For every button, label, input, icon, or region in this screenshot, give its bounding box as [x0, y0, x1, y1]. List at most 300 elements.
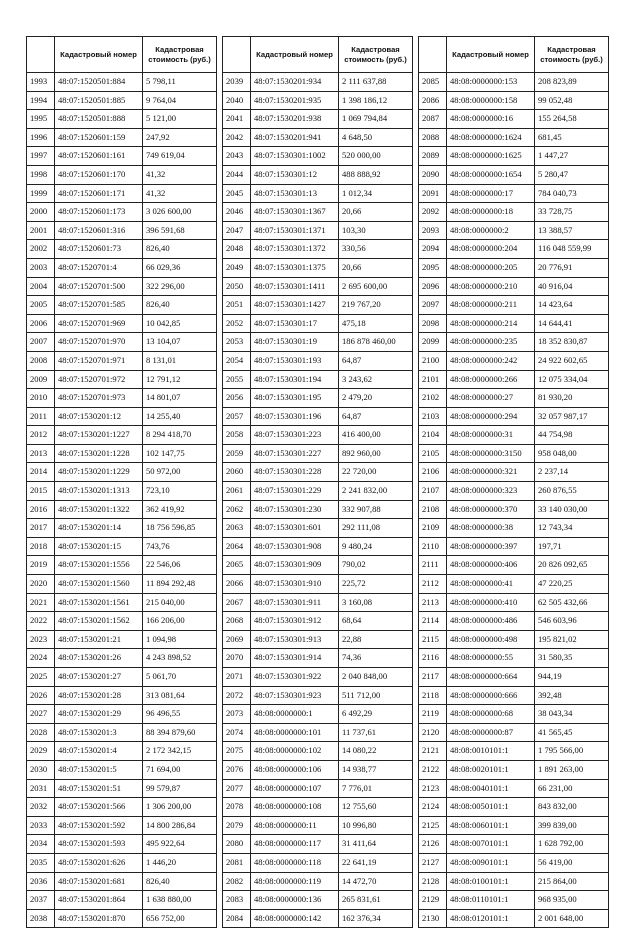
- cadastral-value: 2 172 342,15: [143, 742, 217, 761]
- cadastral-number: 48:07:1530201:938: [251, 110, 339, 129]
- cadastral-number: 48:07:1520601:170: [55, 165, 143, 184]
- table-row: [419, 184, 609, 203]
- table-row: [27, 909, 217, 928]
- table-row: [223, 333, 413, 352]
- cadastral-number: 48:07:1520601:161: [55, 147, 143, 166]
- cadastral-value: 47 220,25: [535, 575, 609, 594]
- table-row: [419, 296, 609, 315]
- row-number: 1994: [27, 91, 55, 110]
- table-row: [223, 258, 413, 277]
- row-number: 2099: [419, 333, 447, 352]
- table-row: [27, 482, 217, 501]
- cadastral-number: 48:08:0000000:370: [447, 500, 535, 519]
- cadastral-number: 48:08:0040101:1: [447, 779, 535, 798]
- table-row: [223, 630, 413, 649]
- row-number: 2004: [27, 277, 55, 296]
- table-row: [223, 537, 413, 556]
- cadastral-number: 48:08:0110101:1: [447, 891, 535, 910]
- cadastral-value: 292 111,08: [339, 519, 413, 538]
- cadastral-value: 546 603,96: [535, 612, 609, 631]
- cadastral-number: 48:07:1530201:1561: [55, 593, 143, 612]
- cadastral-number: 48:07:1520501:885: [55, 91, 143, 110]
- table-row: [419, 333, 609, 352]
- row-number: 2070: [223, 649, 251, 668]
- cadastral-value: 330,56: [339, 240, 413, 259]
- row-number: 2019: [27, 556, 55, 575]
- row-number: 2076: [223, 760, 251, 779]
- table-row: [223, 73, 413, 92]
- row-number: 2050: [223, 277, 251, 296]
- table-row: [223, 835, 413, 854]
- table-row: [223, 147, 413, 166]
- row-number: 2008: [27, 351, 55, 370]
- cadastral-value: 62 505 432,66: [535, 593, 609, 612]
- table-row: [27, 649, 217, 668]
- valuation-table-1: [26, 36, 217, 928]
- cadastral-value: 396 591,68: [143, 221, 217, 240]
- table-row: [419, 798, 609, 817]
- row-number: 2083: [223, 891, 251, 910]
- cadastral-number: 48:07:1520601:159: [55, 128, 143, 147]
- cadastral-number: 48:07:1520501:888: [55, 110, 143, 129]
- cadastral-number: 48:07:1530201:5: [55, 760, 143, 779]
- row-number: 2018: [27, 537, 55, 556]
- cadastral-value: 5 121,00: [143, 110, 217, 129]
- cadastral-value: 116 048 559,99: [535, 240, 609, 259]
- cadastral-number: 48:08:0000000:41: [447, 575, 535, 594]
- table-row: [419, 277, 609, 296]
- cadastral-value: 5 280,47: [535, 165, 609, 184]
- cadastral-number: 48:08:0000000:410: [447, 593, 535, 612]
- row-number: 2115: [419, 630, 447, 649]
- table-row: [223, 891, 413, 910]
- table-row: [419, 426, 609, 445]
- cadastral-number: 48:08:0000000:498: [447, 630, 535, 649]
- cadastral-value: 260 876,55: [535, 482, 609, 501]
- table-row: [419, 593, 609, 612]
- table-row: [419, 742, 609, 761]
- table-row: [419, 519, 609, 538]
- table-row: [419, 370, 609, 389]
- row-number: 2080: [223, 835, 251, 854]
- cadastral-number: 48:07:1530201:1560: [55, 575, 143, 594]
- cadastral-number: 48:07:1530201:1228: [55, 444, 143, 463]
- cadastral-number: 48:08:0000000:1: [251, 705, 339, 724]
- cadastral-value: 14 801,07: [143, 389, 217, 408]
- header-cadastral-number: Кадастровый номер: [251, 37, 339, 73]
- table-row: [27, 853, 217, 872]
- cadastral-number: 48:07:1530301:12: [251, 165, 339, 184]
- row-number: 2017: [27, 519, 55, 538]
- row-number: 2030: [27, 760, 55, 779]
- cadastral-number: 48:07:1530301:923: [251, 686, 339, 705]
- cadastral-value: 50 972,00: [143, 463, 217, 482]
- cadastral-value: 1 638 880,00: [143, 891, 217, 910]
- cadastral-number: 48:07:1530301:1372: [251, 240, 339, 259]
- cadastral-number: 48:08:0000000:55: [447, 649, 535, 668]
- table-row: [419, 128, 609, 147]
- cadastral-value: 18 352 830,87: [535, 333, 609, 352]
- cadastral-number: 48:07:1530301:1371: [251, 221, 339, 240]
- row-number: 2126: [419, 835, 447, 854]
- cadastral-number: 48:08:0060101:1: [447, 816, 535, 835]
- row-number: 2015: [27, 482, 55, 501]
- cadastral-value: 166 206,00: [143, 612, 217, 631]
- table-row: [419, 165, 609, 184]
- table-row: [223, 221, 413, 240]
- row-number: 2054: [223, 351, 251, 370]
- table-row: [27, 407, 217, 426]
- table-row: [27, 147, 217, 166]
- cadastral-number: 48:07:1530201:935: [251, 91, 339, 110]
- cadastral-value: 66 231,00: [535, 779, 609, 798]
- row-number: 2101: [419, 370, 447, 389]
- cadastral-number: 48:07:1530301:194: [251, 370, 339, 389]
- row-number: 2106: [419, 463, 447, 482]
- cadastral-number: 48:07:1530201:1556: [55, 556, 143, 575]
- cadastral-value: 7 776,01: [339, 779, 413, 798]
- cadastral-value: 2 479,20: [339, 389, 413, 408]
- row-number: 2013: [27, 444, 55, 463]
- cadastral-number: 48:07:1530301:601: [251, 519, 339, 538]
- row-number: 2040: [223, 91, 251, 110]
- row-number: 2095: [419, 258, 447, 277]
- row-number: 2093: [419, 221, 447, 240]
- row-number: 2041: [223, 110, 251, 129]
- header-number: [27, 37, 55, 73]
- cadastral-number: 48:08:0020101:1: [447, 760, 535, 779]
- row-number: 2090: [419, 165, 447, 184]
- table-row: [419, 314, 609, 333]
- row-number: 2000: [27, 203, 55, 222]
- cadastral-number: 48:08:0000000:101: [251, 723, 339, 742]
- cadastral-value: 2 237,14: [535, 463, 609, 482]
- cadastral-number: 48:07:1530301:229: [251, 482, 339, 501]
- cadastral-value: 656 752,00: [143, 909, 217, 928]
- cadastral-number: 48:07:1530201:864: [55, 891, 143, 910]
- row-number: 2007: [27, 333, 55, 352]
- row-number: 2111: [419, 556, 447, 575]
- row-number: 2084: [223, 909, 251, 928]
- row-number: 2042: [223, 128, 251, 147]
- table-row: [27, 314, 217, 333]
- cadastral-number: 48:07:1530301:1411: [251, 277, 339, 296]
- table-row: [27, 277, 217, 296]
- table-row: [223, 426, 413, 445]
- row-number: 2125: [419, 816, 447, 835]
- row-number: 2109: [419, 519, 447, 538]
- table-row: [419, 482, 609, 501]
- cadastral-number: 48:08:0000000:664: [447, 668, 535, 687]
- row-number: 2117: [419, 668, 447, 687]
- row-number: 2130: [419, 909, 447, 928]
- cadastral-number: 48:08:0000000:1624: [447, 128, 535, 147]
- cadastral-number: 48:07:1530301:196: [251, 407, 339, 426]
- cadastral-number: 48:07:1530201:1562: [55, 612, 143, 631]
- cadastral-number: 48:07:1520501:884: [55, 73, 143, 92]
- cadastral-value: 41,32: [143, 165, 217, 184]
- cadastral-number: 48:08:0000000:2: [447, 221, 535, 240]
- cadastral-value: 9 764,04: [143, 91, 217, 110]
- cadastral-value: 681,45: [535, 128, 609, 147]
- table-row: [223, 203, 413, 222]
- cadastral-number: 48:07:1530301:17: [251, 314, 339, 333]
- row-number: 2012: [27, 426, 55, 445]
- row-number: 2022: [27, 612, 55, 631]
- table-row: [223, 482, 413, 501]
- cadastral-number: 48:08:0000000:108: [251, 798, 339, 817]
- table-row: [27, 742, 217, 761]
- cadastral-value: 10 996,80: [339, 816, 413, 835]
- table-row: [419, 147, 609, 166]
- cadastral-value: 416 400,00: [339, 426, 413, 445]
- cadastral-number: 48:07:1530201:1229: [55, 463, 143, 482]
- table-row: [419, 705, 609, 724]
- cadastral-value: 1 094,98: [143, 630, 217, 649]
- table-row: [419, 221, 609, 240]
- table-row: [27, 723, 217, 742]
- cadastral-value: 64,87: [339, 351, 413, 370]
- table-row: [223, 668, 413, 687]
- table-row: [419, 816, 609, 835]
- cadastral-number: 48:08:0000000:106: [251, 760, 339, 779]
- row-number: 2058: [223, 426, 251, 445]
- cadastral-value: 790,02: [339, 556, 413, 575]
- cadastral-number: 48:07:1520701:972: [55, 370, 143, 389]
- cadastral-value: 5 798,11: [143, 73, 217, 92]
- table-row: [223, 649, 413, 668]
- cadastral-value: 1 398 186,12: [339, 91, 413, 110]
- cadastral-number: 48:07:1520701:585: [55, 296, 143, 315]
- table-row: [223, 556, 413, 575]
- cadastral-number: 48:07:1530301:19: [251, 333, 339, 352]
- row-number: 2119: [419, 705, 447, 724]
- cadastral-number: 48:08:0000000:204: [447, 240, 535, 259]
- row-number: 2068: [223, 612, 251, 631]
- header-cadastral-value: Кадастровая стоимость (руб.): [535, 37, 609, 73]
- cadastral-number: 48:07:1520601:171: [55, 184, 143, 203]
- cadastral-value: 1 446,20: [143, 853, 217, 872]
- table-row: [27, 779, 217, 798]
- row-number: 1996: [27, 128, 55, 147]
- row-number: 2001: [27, 221, 55, 240]
- cadastral-value: 38 043,34: [535, 705, 609, 724]
- cadastral-number: 48:07:1530201:592: [55, 816, 143, 835]
- table-row: [27, 91, 217, 110]
- row-number: 2091: [419, 184, 447, 203]
- row-number: 2073: [223, 705, 251, 724]
- cadastral-value: 843 832,00: [535, 798, 609, 817]
- table-row: [419, 91, 609, 110]
- cadastral-value: 4 648,50: [339, 128, 413, 147]
- row-number: 2077: [223, 779, 251, 798]
- cadastral-value: 322 296,00: [143, 277, 217, 296]
- row-number: 2043: [223, 147, 251, 166]
- cadastral-number: 48:08:0000000:210: [447, 277, 535, 296]
- cadastral-number: 48:08:0000000:153: [447, 73, 535, 92]
- table-row: [27, 500, 217, 519]
- cadastral-value: 20 776,91: [535, 258, 609, 277]
- row-number: 2014: [27, 463, 55, 482]
- cadastral-value: 33 728,75: [535, 203, 609, 222]
- cadastral-value: 99 052,48: [535, 91, 609, 110]
- cadastral-value: 102 147,75: [143, 444, 217, 463]
- row-number: 2066: [223, 575, 251, 594]
- cadastral-number: 48:07:1530201:26: [55, 649, 143, 668]
- cadastral-number: 48:08:0000000:11: [251, 816, 339, 835]
- cadastral-value: 96 496,55: [143, 705, 217, 724]
- row-number: 2045: [223, 184, 251, 203]
- cadastral-value: 12 755,60: [339, 798, 413, 817]
- row-number: 1999: [27, 184, 55, 203]
- cadastral-value: 784 040,73: [535, 184, 609, 203]
- row-number: 2079: [223, 816, 251, 835]
- cadastral-value: 40 916,04: [535, 277, 609, 296]
- header-cadastral-number: Кадастровый номер: [447, 37, 535, 73]
- row-number: 2002: [27, 240, 55, 259]
- table-row: [223, 519, 413, 538]
- table-row: [27, 165, 217, 184]
- cadastral-number: 48:07:1530301:1427: [251, 296, 339, 315]
- table-row: [223, 351, 413, 370]
- cadastral-value: 3 243,62: [339, 370, 413, 389]
- table-row: [223, 370, 413, 389]
- row-number: 2057: [223, 407, 251, 426]
- row-number: 2025: [27, 668, 55, 687]
- row-number: 2128: [419, 872, 447, 891]
- table-row: [419, 760, 609, 779]
- row-number: 2064: [223, 537, 251, 556]
- table-row: [419, 649, 609, 668]
- row-number: 2023: [27, 630, 55, 649]
- cadastral-value: 2 241 832,00: [339, 482, 413, 501]
- cadastral-value: 74,36: [339, 649, 413, 668]
- cadastral-number: 48:08:0090101:1: [447, 853, 535, 872]
- cadastral-value: 8 294 418,70: [143, 426, 217, 445]
- cadastral-value: 10 042,85: [143, 314, 217, 333]
- table-row: [223, 742, 413, 761]
- table-row: [223, 779, 413, 798]
- table-row: [419, 407, 609, 426]
- cadastral-number: 48:07:1520601:173: [55, 203, 143, 222]
- cadastral-number: 48:07:1530301:193: [251, 351, 339, 370]
- row-number: 2118: [419, 686, 447, 705]
- cadastral-number: 48:08:0000000:136: [251, 891, 339, 910]
- cadastral-value: 24 922 602,65: [535, 351, 609, 370]
- row-number: 2033: [27, 816, 55, 835]
- cadastral-value: 3 160,08: [339, 593, 413, 612]
- cadastral-number: 48:07:1530201:14: [55, 519, 143, 538]
- cadastral-value: 14 644,41: [535, 314, 609, 333]
- table-row: [27, 593, 217, 612]
- row-number: 2112: [419, 575, 447, 594]
- cadastral-value: 2 040 848,00: [339, 668, 413, 687]
- cadastral-value: 41 565,45: [535, 723, 609, 742]
- table-row: [27, 203, 217, 222]
- cadastral-value: 71 694,00: [143, 760, 217, 779]
- cadastral-value: 20 826 092,65: [535, 556, 609, 575]
- cadastral-value: 247,92: [143, 128, 217, 147]
- cadastral-number: 48:07:1530201:681: [55, 872, 143, 891]
- row-number: 2065: [223, 556, 251, 575]
- cadastral-value: 1 628 792,00: [535, 835, 609, 854]
- cadastral-value: 197,71: [535, 537, 609, 556]
- table-row: [223, 389, 413, 408]
- row-number: 2114: [419, 612, 447, 631]
- cadastral-number: 48:07:1530201:28: [55, 686, 143, 705]
- cadastral-number: 48:07:1530201:934: [251, 73, 339, 92]
- cadastral-number: 48:07:1530301:223: [251, 426, 339, 445]
- table-row: [27, 296, 217, 315]
- table-row: [223, 128, 413, 147]
- cadastral-number: 48:08:0000000:117: [251, 835, 339, 854]
- cadastral-value: 31 411,64: [339, 835, 413, 854]
- row-number: 2059: [223, 444, 251, 463]
- row-number: 2061: [223, 482, 251, 501]
- cadastral-value: 11 737,61: [339, 723, 413, 742]
- cadastral-value: 399 839,00: [535, 816, 609, 835]
- cadastral-number: 48:07:1530201:626: [55, 853, 143, 872]
- row-number: 2081: [223, 853, 251, 872]
- table-row: [223, 575, 413, 594]
- row-number: 2047: [223, 221, 251, 240]
- cadastral-number: 48:08:0000000:666: [447, 686, 535, 705]
- cadastral-number: 48:08:0050101:1: [447, 798, 535, 817]
- cadastral-number: 48:07:1530201:27: [55, 668, 143, 687]
- row-number: 2129: [419, 891, 447, 910]
- table-row: [419, 853, 609, 872]
- cadastral-value: 3 026 600,00: [143, 203, 217, 222]
- cadastral-number: 48:08:0000000:31: [447, 426, 535, 445]
- table-row: [223, 798, 413, 817]
- cadastral-number: 48:07:1530301:195: [251, 389, 339, 408]
- row-number: 2127: [419, 853, 447, 872]
- cadastral-value: 14 255,40: [143, 407, 217, 426]
- row-number: 1993: [27, 73, 55, 92]
- cadastral-value: 332 907,88: [339, 500, 413, 519]
- table-row: [27, 891, 217, 910]
- row-number: 2032: [27, 798, 55, 817]
- table-row: [223, 500, 413, 519]
- cadastral-number: 48:07:1530201:941: [251, 128, 339, 147]
- row-number: 2028: [27, 723, 55, 742]
- valuation-table-2: [222, 36, 413, 928]
- cadastral-number: 48:07:1520701:969: [55, 314, 143, 333]
- row-number: 2124: [419, 798, 447, 817]
- table-row: [27, 184, 217, 203]
- cadastral-value: 22 720,00: [339, 463, 413, 482]
- cadastral-value: 20,66: [339, 258, 413, 277]
- cadastral-value: 41,32: [143, 184, 217, 203]
- cadastral-value: 12 791,12: [143, 370, 217, 389]
- cadastral-value: 22 546,06: [143, 556, 217, 575]
- row-number: 2123: [419, 779, 447, 798]
- cadastral-number: 48:07:1530201:870: [55, 909, 143, 928]
- cadastral-number: 48:07:1530201:566: [55, 798, 143, 817]
- row-number: 2100: [419, 351, 447, 370]
- cadastral-value: 2 001 648,00: [535, 909, 609, 928]
- table-row: [419, 779, 609, 798]
- cadastral-number: 48:07:1530301:227: [251, 444, 339, 463]
- table-row: [27, 426, 217, 445]
- cadastral-value: 520 000,00: [339, 147, 413, 166]
- cadastral-value: 68,64: [339, 612, 413, 631]
- row-number: 2009: [27, 370, 55, 389]
- table-row: [419, 612, 609, 631]
- row-number: 2016: [27, 500, 55, 519]
- table-row: [27, 575, 217, 594]
- table-row: [223, 444, 413, 463]
